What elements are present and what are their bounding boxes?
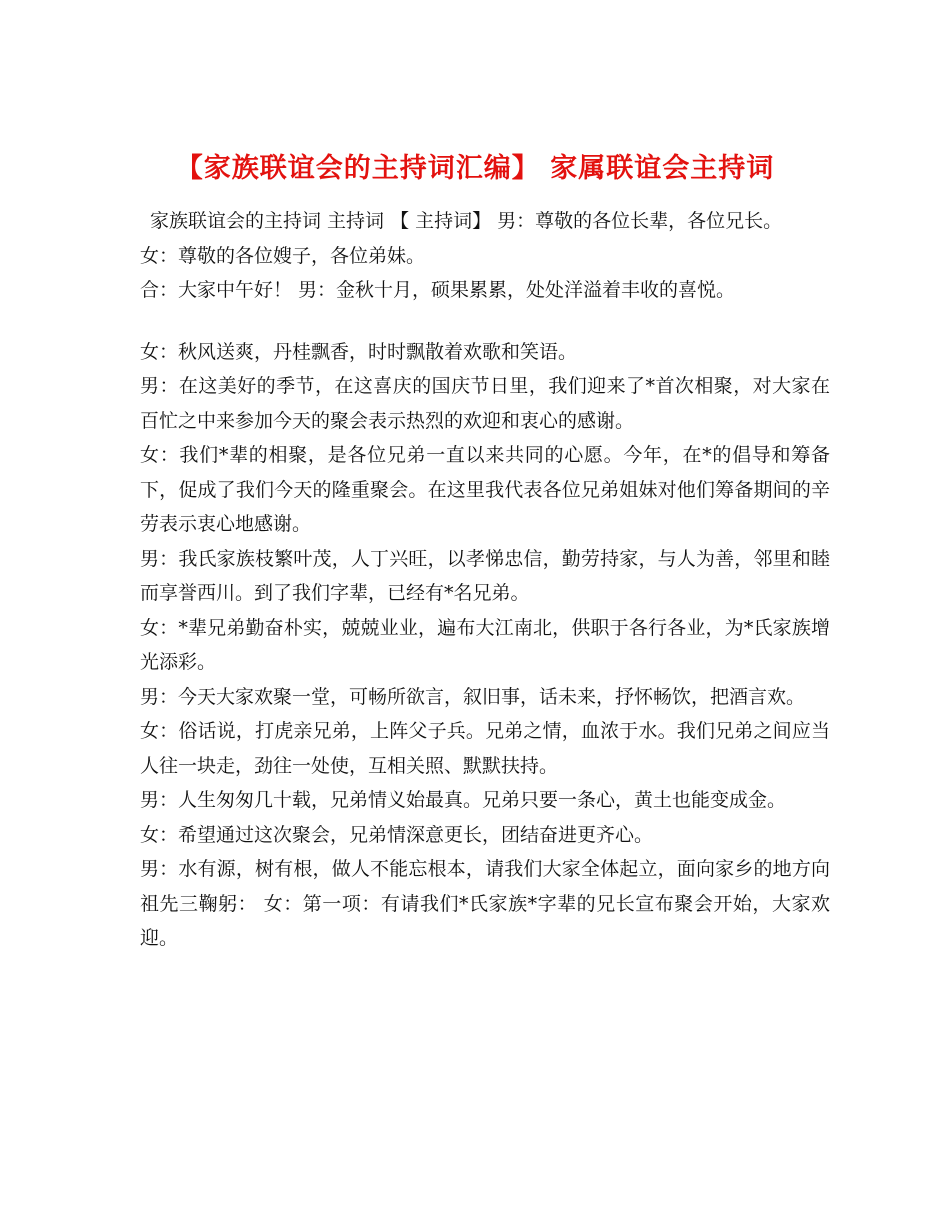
- paragraph: 男：今天大家欢聚一堂，可畅所欲言，叙旧事，话未来，抒怀畅饮，把酒言欢。: [140, 685, 806, 708]
- paragraph: 合：大家中午好！ 男：金秋十月，硕果累累，处处洋溢着丰收的喜悦。: [140, 279, 736, 301]
- paragraph: 男：我氏家族枝繁叶茂，人丁兴旺，以孝悌忠信，勤劳持家，与人为善，邻里和睦而享誉西川。到了我们字辈，已经有*名兄弟。: [140, 547, 830, 604]
- paragraph: 女：*辈兄弟勤奋朴实，兢兢业业，遍布大江南北，供职于各行各业，为*氏家族增光添彩。: [140, 616, 830, 673]
- paragraph: 女：俗话说，打虎亲兄弟，上阵父子兵。兄弟之情，血浓于水。我们兄弟之间应当人往一块走，劲往一处使，互相关照、默默扶持。: [140, 720, 830, 777]
- paragraph: 女：秋风送爽，丹桂飘香，时时飘散着欢歌和笑语。: [140, 340, 578, 363]
- paragraph: 家族联谊会的主持词 主持词 【 主持词】 男：尊敬的各位长辈，各位兄长。: [150, 210, 783, 232]
- paragraph: 女：尊敬的各位嫂子，各位弟妹。: [140, 244, 426, 267]
- paragraph: 女：我们*辈的相聚，是各位兄弟一直以来共同的心愿。今年，在*的倡导和筹备下，促成了我们今天的隆重聚会。在这里我代表各位兄弟姐妹对他们筹备期间的辛劳表示衷心地感谢。: [140, 444, 830, 535]
- document-body: [140, 204, 830, 956]
- document-title: 【家族联谊会的主持词汇编】 家属联谊会主持词: [175, 153, 775, 185]
- paragraph: 男：人生匆匆几十载，兄弟情义始最真。兄弟只要一条心，黄土也能变成金。: [140, 789, 787, 811]
- paragraph: 男：在这美好的季节，在这喜庆的国庆节日里，我们迎来了*首次相聚，对大家在百忙之中来参加今天的聚会表示热烈的欢迎和衷心的感谢。: [140, 375, 830, 432]
- paragraph: 女：希望通过这次聚会，兄弟情深意更长，团结奋进更齐心。: [140, 823, 654, 846]
- paragraph: 男：水有源，树有根，做人不能忘根本，请我们大家全体起立，面向家乡的地方向祖先三鞠躬： 女：第一项：有请我们*氏家族*字辈的兄长宣布聚会开始，大家欢迎。: [140, 858, 830, 949]
